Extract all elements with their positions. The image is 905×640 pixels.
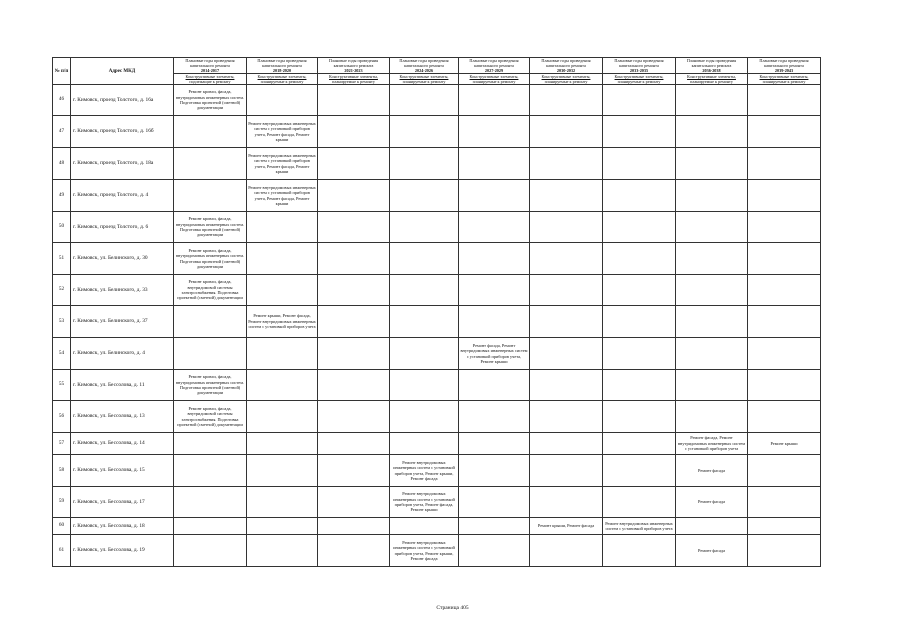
table-row — [53, 338, 821, 370]
period-header: Плановые годы проведения капитального ремонта 2036-2038 — [676, 58, 748, 74]
repair-cell — [530, 275, 603, 306]
repair-cell: Ремонт внутридомовых инженерных систем с установкой приборов учета, Ремонт фасада, Ремонт крыши — [247, 116, 318, 148]
repair-cell: Ремонт внутридомовых инженерных систем с установкой приборов учета, Ремонт фасада, Ремонт крыши — [247, 148, 318, 180]
repair-cell — [603, 306, 676, 338]
repair-cell — [603, 401, 676, 433]
repair-cell — [603, 180, 676, 212]
row-number: 54 — [53, 338, 71, 370]
period-subheader: Конструктивные элементы, планируемые к ремонту — [530, 74, 603, 85]
repair-cell: Ремонт внутридомовых инженерных систем с установкой приборов учета, Ремонт крыши, Ремонт фасада — [390, 455, 459, 487]
repair-cell — [174, 487, 247, 518]
period-header: Плановые годы проведения капитального ремонта 2033-2035 — [603, 58, 676, 74]
table-header — [53, 58, 821, 85]
repair-cell — [676, 212, 748, 243]
repair-cell: Ремонт крыши — [748, 433, 821, 455]
repair-cell: Ремонт кровли, фасада, внутридомовой системы электроснабжения. Подготовка проектной (сметной) документации — [174, 401, 247, 433]
repair-cell — [318, 433, 390, 455]
repair-cell — [603, 433, 676, 455]
repair-cell — [174, 180, 247, 212]
table-row — [53, 116, 821, 148]
repair-cell — [318, 243, 390, 275]
repair-cell — [530, 85, 603, 116]
repair-cell — [390, 338, 459, 370]
row-address: г. Кимовск, ул. Белинского, д. 4 — [71, 338, 174, 370]
repair-cell — [459, 455, 530, 487]
repair-cell — [530, 455, 603, 487]
repair-cell — [748, 370, 821, 401]
period-header: Плановые годы проведения капитального ремонта 2027-2029 — [459, 58, 530, 74]
repair-cell — [748, 518, 821, 535]
row-number: 55 — [53, 370, 71, 401]
repair-cell — [390, 518, 459, 535]
repair-cell — [318, 518, 390, 535]
repair-cell — [390, 306, 459, 338]
repair-cell: Ремонт фасада, Ремонт внутридомовых инженерных систем с установкой приборов учета — [676, 433, 748, 455]
table-row — [53, 212, 821, 243]
repair-cell — [247, 433, 318, 455]
repair-cell — [748, 212, 821, 243]
row-address: г. Кимовск, проезд Толстого, д. 18а — [71, 148, 174, 180]
repair-cell — [530, 338, 603, 370]
period-header: Плановые годы проведения капитального ремонта 2039-2043 — [748, 58, 821, 74]
repair-cell — [459, 306, 530, 338]
repair-cell — [748, 180, 821, 212]
repair-cell — [603, 370, 676, 401]
repair-cell — [530, 306, 603, 338]
repair-cell — [748, 148, 821, 180]
repair-cell — [603, 85, 676, 116]
repair-cell: Ремонт фасада, Ремонт внутридомовых инженерных систем с установкой приборов учета, Ремонт крыши — [459, 338, 530, 370]
repair-cell — [318, 180, 390, 212]
repair-cell: Ремонт крыши, Ремонт фасада, Ремонт внутридомовых инженерных систем с установкой приборов учета — [247, 306, 318, 338]
repair-cell — [530, 212, 603, 243]
repair-cell — [247, 212, 318, 243]
repair-cell: Ремонт фасада — [676, 535, 748, 567]
table-row — [53, 518, 821, 535]
repair-cell — [676, 306, 748, 338]
repair-cell — [390, 275, 459, 306]
repair-cell — [390, 370, 459, 401]
table-body — [53, 85, 821, 567]
row-address: г. Кимовск, проезд Толстого, д. 16б — [71, 116, 174, 148]
table-row — [53, 275, 821, 306]
period-subheader: Конструктивные элементы, планируемые к ремонту — [247, 74, 318, 85]
repair-cell — [530, 116, 603, 148]
repair-cell — [676, 275, 748, 306]
repair-cell: Ремонт кровли, фасада, внутридомовых инженерных систем. Подготовка проектной (сметной) документации — [174, 85, 247, 116]
repair-cell — [748, 306, 821, 338]
repair-cell — [676, 85, 748, 116]
document-sheet — [52, 57, 820, 567]
repair-cell — [390, 433, 459, 455]
repair-cell — [676, 116, 748, 148]
repair-cell — [459, 518, 530, 535]
repair-cell — [603, 487, 676, 518]
repair-cell — [530, 148, 603, 180]
table-row — [53, 180, 821, 212]
repair-cell — [318, 338, 390, 370]
table-row — [53, 535, 821, 567]
repair-cell — [318, 455, 390, 487]
period-header: Плановые годы проведения капитального ремонта 2018-2020 — [247, 58, 318, 74]
repair-cell — [174, 306, 247, 338]
repair-cell — [603, 148, 676, 180]
period-header: Плановые годы проведения капитального ремонта 2021-2023 — [318, 58, 390, 74]
repair-cell: Ремонт внутридомовых инженерных систем с установкой приборов учета — [603, 518, 676, 535]
row-number: 49 — [53, 180, 71, 212]
repair-cell: Ремонт кровли, фасада, внутридомовых инженерных систем. Подготовка проектной (сметной) документации — [174, 243, 247, 275]
period-subheader: Конструктивные элементы, планируемые к ремонту — [390, 74, 459, 85]
table-row — [53, 401, 821, 433]
repair-cell — [174, 338, 247, 370]
row-address: г. Кимовск, ул. Белинского, д. 37 — [71, 306, 174, 338]
table-row — [53, 370, 821, 401]
repair-cell — [318, 401, 390, 433]
repair-cell — [530, 487, 603, 518]
repair-cell — [318, 370, 390, 401]
row-address: г. Кимовск, проезд Толстого, д. 16а — [71, 85, 174, 116]
row-address: г. Кимовск, ул. Бессолова, д. 17 — [71, 487, 174, 518]
repair-cell — [390, 148, 459, 180]
repair-cell: Ремонт кровли, фасада, внутридомовых инженерных систем. Подготовка проектной (сметной) документации — [174, 212, 247, 243]
repair-cell — [530, 243, 603, 275]
repair-cell — [247, 338, 318, 370]
repair-cell — [318, 535, 390, 567]
repair-cell — [390, 401, 459, 433]
repair-cell — [603, 116, 676, 148]
repair-cell — [530, 180, 603, 212]
repair-cell — [603, 338, 676, 370]
table-row — [53, 487, 821, 518]
repair-cell — [247, 243, 318, 275]
table-row — [53, 433, 821, 455]
repair-cell — [676, 180, 748, 212]
row-number: 56 — [53, 401, 71, 433]
repair-cell — [318, 85, 390, 116]
row-number: 46 — [53, 85, 71, 116]
repair-cell — [247, 535, 318, 567]
num-column-header: № п/п — [53, 58, 71, 85]
repair-cell — [247, 275, 318, 306]
repair-cell — [748, 487, 821, 518]
repair-cell — [174, 535, 247, 567]
row-address: г. Кимовск, ул. Бессолова, д. 13 — [71, 401, 174, 433]
repair-cell — [174, 148, 247, 180]
period-subheader: Конструктивные элементы, планируемые к ремонту — [318, 74, 390, 85]
capital-repair-table — [52, 57, 821, 567]
table-row — [53, 243, 821, 275]
row-number: 47 — [53, 116, 71, 148]
repair-cell — [247, 85, 318, 116]
repair-cell: Ремонт внутридомовых инженерных систем с установкой приборов учета, Ремонт фасада, Ремонт крыши — [390, 487, 459, 518]
table-row — [53, 455, 821, 487]
repair-cell — [748, 275, 821, 306]
row-number: 50 — [53, 212, 71, 243]
repair-cell — [676, 401, 748, 433]
repair-cell — [603, 243, 676, 275]
repair-cell — [390, 180, 459, 212]
repair-cell — [530, 370, 603, 401]
repair-cell — [459, 487, 530, 518]
repair-cell — [748, 116, 821, 148]
row-address: г. Кимовск, ул. Бессолова, д. 18 — [71, 518, 174, 535]
repair-cell — [530, 433, 603, 455]
repair-cell — [459, 370, 530, 401]
repair-cell — [459, 212, 530, 243]
row-number: 61 — [53, 535, 71, 567]
row-address: г. Кимовск, ул. Бессолова, д. 15 — [71, 455, 174, 487]
repair-cell — [459, 433, 530, 455]
repair-cell: Ремонт кровли, фасада, внутридомовых инженерных систем. Подготовка проектной (сметной) документации — [174, 370, 247, 401]
row-number: 59 — [53, 487, 71, 518]
period-subheader: Конструктивные элементы, планируемые к ремонту — [459, 74, 530, 85]
row-number: 51 — [53, 243, 71, 275]
repair-cell — [459, 148, 530, 180]
repair-cell — [459, 535, 530, 567]
repair-cell — [174, 433, 247, 455]
row-address: г. Кимовск, ул. Бессолова, д. 19 — [71, 535, 174, 567]
repair-cell — [530, 535, 603, 567]
repair-cell — [748, 401, 821, 433]
repair-cell: Ремонт фасада — [676, 487, 748, 518]
period-header: Плановые годы проведения капитального ремонта 2030-2032 — [530, 58, 603, 74]
table-row — [53, 85, 821, 116]
repair-cell — [174, 518, 247, 535]
repair-cell — [318, 306, 390, 338]
repair-cell — [390, 212, 459, 243]
period-subheader: Конструктивные элементы, планируемые к ремонту — [676, 74, 748, 85]
row-address: г. Кимовск, проезд Толстого, д. 4 — [71, 180, 174, 212]
repair-cell — [318, 116, 390, 148]
row-address: г. Кимовск, ул. Белинского, д. 33 — [71, 275, 174, 306]
row-number: 48 — [53, 148, 71, 180]
repair-cell — [247, 455, 318, 487]
repair-cell: Ремонт внутридомовых инженерных систем с установкой приборов учета, Ремонт фасада, Ремонт крыши — [247, 180, 318, 212]
repair-cell — [459, 243, 530, 275]
repair-cell — [318, 275, 390, 306]
repair-cell — [459, 180, 530, 212]
repair-cell — [676, 338, 748, 370]
table-row — [53, 148, 821, 180]
period-header: Плановые годы проведения капитального ремонта 2014-2017 — [174, 58, 247, 74]
row-number: 52 — [53, 275, 71, 306]
repair-cell — [390, 243, 459, 275]
page-number: Страница 405 — [436, 605, 469, 611]
repair-cell — [676, 148, 748, 180]
repair-cell — [676, 518, 748, 535]
row-address: г. Кимовск, проезд Толстого, д. 6 — [71, 212, 174, 243]
repair-cell — [247, 518, 318, 535]
repair-cell — [748, 535, 821, 567]
repair-cell — [459, 116, 530, 148]
period-header: Плановые годы проведения капитального ремонта 2024-2026 — [390, 58, 459, 74]
repair-cell — [390, 85, 459, 116]
repair-cell — [459, 401, 530, 433]
repair-cell — [603, 275, 676, 306]
row-address: г. Кимовск, ул. Бессолова, д. 11 — [71, 370, 174, 401]
repair-cell — [318, 148, 390, 180]
repair-cell — [247, 487, 318, 518]
repair-cell — [748, 85, 821, 116]
repair-cell — [390, 116, 459, 148]
repair-cell: Ремонт крыши, Ремонт фасада — [530, 518, 603, 535]
repair-cell — [318, 487, 390, 518]
repair-cell — [174, 116, 247, 148]
period-subheader: Конструктивные элементы, планируемые к ремонту — [748, 74, 821, 85]
repair-cell — [459, 85, 530, 116]
repair-cell — [247, 401, 318, 433]
row-number: 58 — [53, 455, 71, 487]
table-row — [53, 306, 821, 338]
repair-cell — [676, 243, 748, 275]
row-address: г. Кимовск, ул. Белинского, д. 30 — [71, 243, 174, 275]
repair-cell — [459, 275, 530, 306]
repair-cell — [530, 401, 603, 433]
repair-cell — [318, 212, 390, 243]
address-column-header: Адрес МКД — [71, 58, 174, 85]
repair-cell: Ремонт внутридомовых инженерных систем с установкой приборов учета, Ремонт крыши, Ремонт фасада — [390, 535, 459, 567]
row-number: 53 — [53, 306, 71, 338]
period-subheader: Конструктивные элементы, планируемые к ремонту — [603, 74, 676, 85]
row-address: г. Кимовск, ул. Бессолова, д. 14 — [71, 433, 174, 455]
repair-cell — [748, 455, 821, 487]
repair-cell — [247, 370, 318, 401]
period-subheader: Конструктивные элементы, подлежащие к ремонту — [174, 74, 247, 85]
repair-cell — [748, 243, 821, 275]
repair-cell: Ремонт фасада — [676, 455, 748, 487]
row-number: 60 — [53, 518, 71, 535]
repair-cell — [676, 370, 748, 401]
repair-cell — [174, 455, 247, 487]
repair-cell — [603, 212, 676, 243]
repair-cell: Ремонт кровли, фасада, внутридомовой системы электроснабжения. Подготовка проектной (сметной) документации — [174, 275, 247, 306]
repair-cell — [603, 535, 676, 567]
row-number: 57 — [53, 433, 71, 455]
repair-cell — [748, 338, 821, 370]
repair-cell — [603, 455, 676, 487]
